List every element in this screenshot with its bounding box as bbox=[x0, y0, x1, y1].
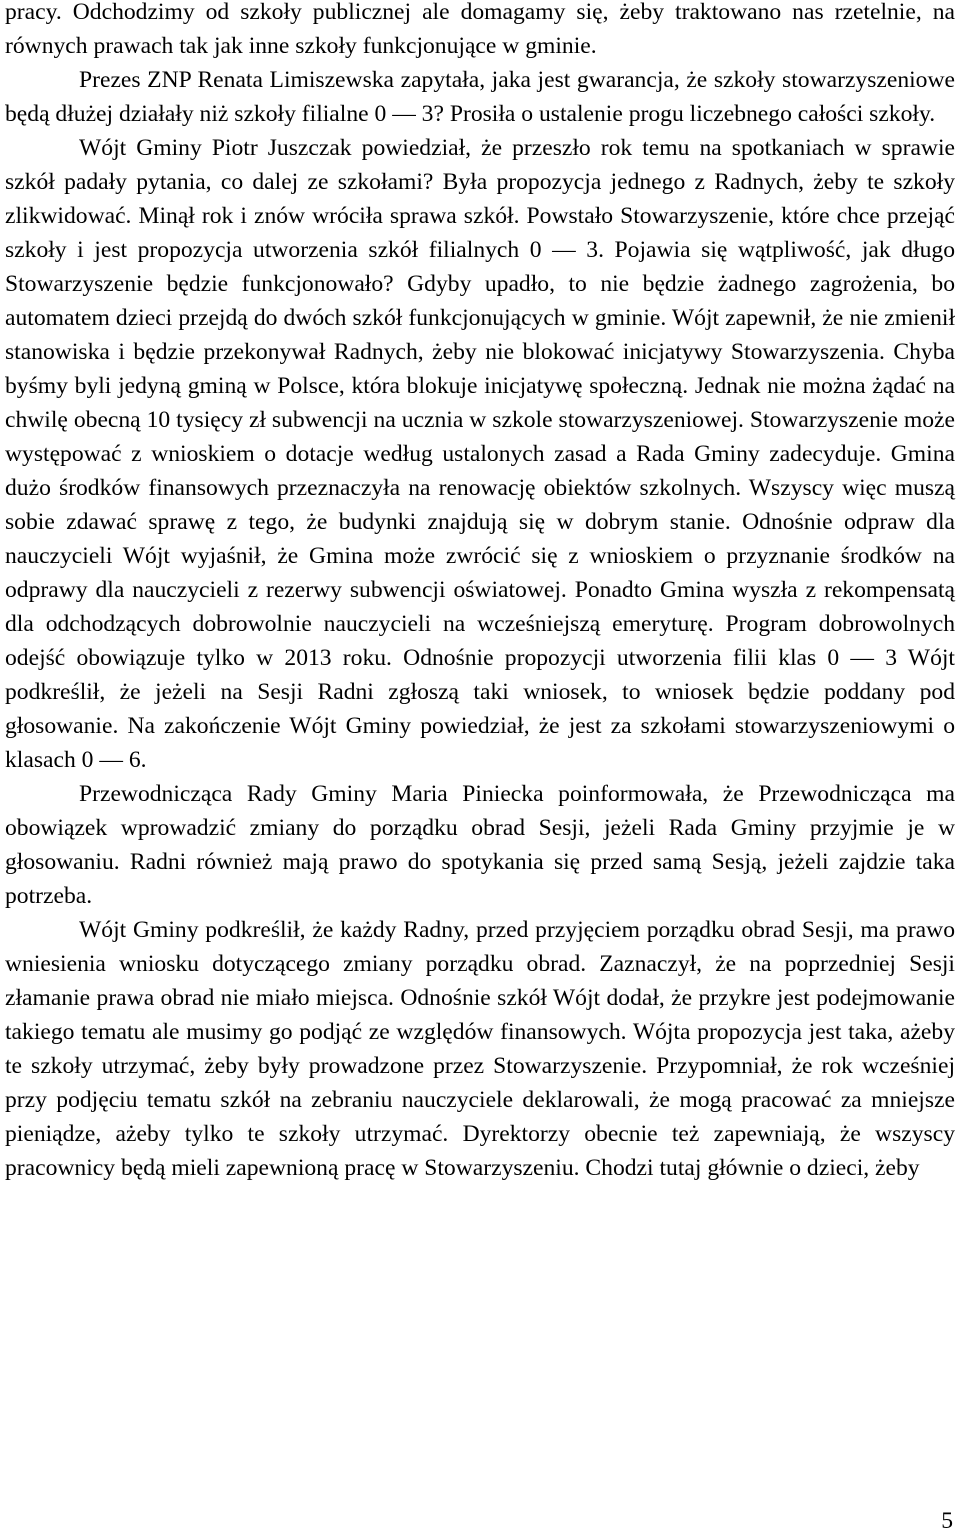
page-number: 5 bbox=[941, 1508, 953, 1534]
paragraph-chairwoman-info: Przewodnicząca Rady Gminy Maria Piniecka poinformowała, że Przewodnicząca ma obowiązek wprowadzić zmiany do porządku obrad Sesji, jeżeli Rada Gminy przyjmie je w głosowaniu. Radni również mają prawo do spotykania się przed samą Sesją, jeżeli zajdzie taka potrzeba. bbox=[5, 781, 955, 909]
paragraph-continuation: pracy. Odchodzimy od szkoły publicznej ale domagamy się, żeby traktowano nas rzetelnie, na równych prawach tak jak inne szkoły funkcjonujące w gminie. bbox=[5, 0, 955, 59]
paragraph-wojt-emphasis: Wójt Gminy podkreślił, że każdy Radny, przed przyjęciem porządku obrad Sesji, ma prawo wniesienia wniosku dotyczącego zmiany porządku obrad. Zaznaczył, że na poprzedniej Sesji złamanie prawa obrad nie miało miejsca. Odnośnie szkół Wójt dodał, że przykre jest podejmowanie takiego tematu ale musimy go podjąć ze względów finansowych. Wójta propozycja jest taka, ażeby te szkoły utrzymać, żeby były prowadzone przez Stowarzyszenie. Przypomniał, że rok wcześniej przy podjęciu tematu szkół na zebraniu nauczyciele deklarowali, że mogą pracować za mniejsze pieniądze, ażeby tylko te szkoły utrzymać. Dyrektorzy obecnie też zapewniają, że wszyscy pracownicy będą mieli zapewnioną pracę w Stowarzyszeniu. Chodzi tutaj głównie o dzieci, żeby bbox=[5, 917, 955, 1181]
paragraph-znp-question: Prezes ZNP Renata Limiszewska zapytała, jaka jest gwarancja, że szkoły stowarzyszeniowe będą dłużej działały niż szkoły filialne 0 — 3? Prosiła o ustalenie progu liczebnego całości szkoły. bbox=[5, 67, 955, 127]
paragraph-wojt-response: Wójt Gminy Piotr Juszczak powiedział, że przeszło rok temu na spotkaniach w sprawie szkół padały pytania, co dalej ze szkołami? Była propozycja jednego z Radnych, żeby te szkoły zlikwidować. Minął rok i znów wróciła sprawa szkół. Powstało Stowarzyszenie, które chce przejąć szkoły i jest propozycja utworzenia szkół filialnych 0 — 3. Pojawia się wątpliwość, jak długo Stowarzyszenie będzie funkcjonowało? Gdyby upadło, to nie będzie żadnego zagrożenia, bo automatem dzieci przejdą do dwóch szkół funkcjonujących w gminie. Wójt zapewnił, że nie zmienił stanowiska i będzie przekonywał Radnych, żeby nie blokować inicjatywy Stowarzyszenia. Chyba byśmy byli jedyną gminą w Polsce, która blokuje inicjatywę społeczną. Jednak nie można żądać na chwilę obecną 10 tysięcy zł subwencji na ucznia w szkole stowarzyszeniowej. Stowarzyszenie może występować z wnioskiem o dotacje według ustalonych zasad a Rada Gminy zadecyduje. Gmina dużo środków finansowych przeznaczyła na renowację obiektów szkolnych. Wszyscy więc muszą sobie zdawać sprawę z tego, że budynki znajdują się w dobrym stanie. Odnośnie odpraw dla nauczycieli Wójt wyjaśnił, że Gmina może zwrócić się z wnioskiem o przyznanie środków na odprawy dla nauczycieli z rezerwy subwencji oświatowej. Ponadto Gmina wyszła z rekompensatą dla odchodzących dobrowolnie nauczycieli na wcześniejszą emeryturę. Program dobrowolnych odejść obowiązuje tylko w 2013 roku. Odnośnie propozycji utworzenia filii klas 0 — 3 Wójt podkreślił, że jeżeli na Sesji Radni zgłoszą taki wniosek, to wniosek będzie poddany pod głosowanie. Na zakończenie Wójt Gminy powiedział, że jest za szkołami stowarzyszeniowymi o klasach 0 — 6. bbox=[5, 135, 955, 773]
document-body bbox=[5, 0, 955, 1185]
